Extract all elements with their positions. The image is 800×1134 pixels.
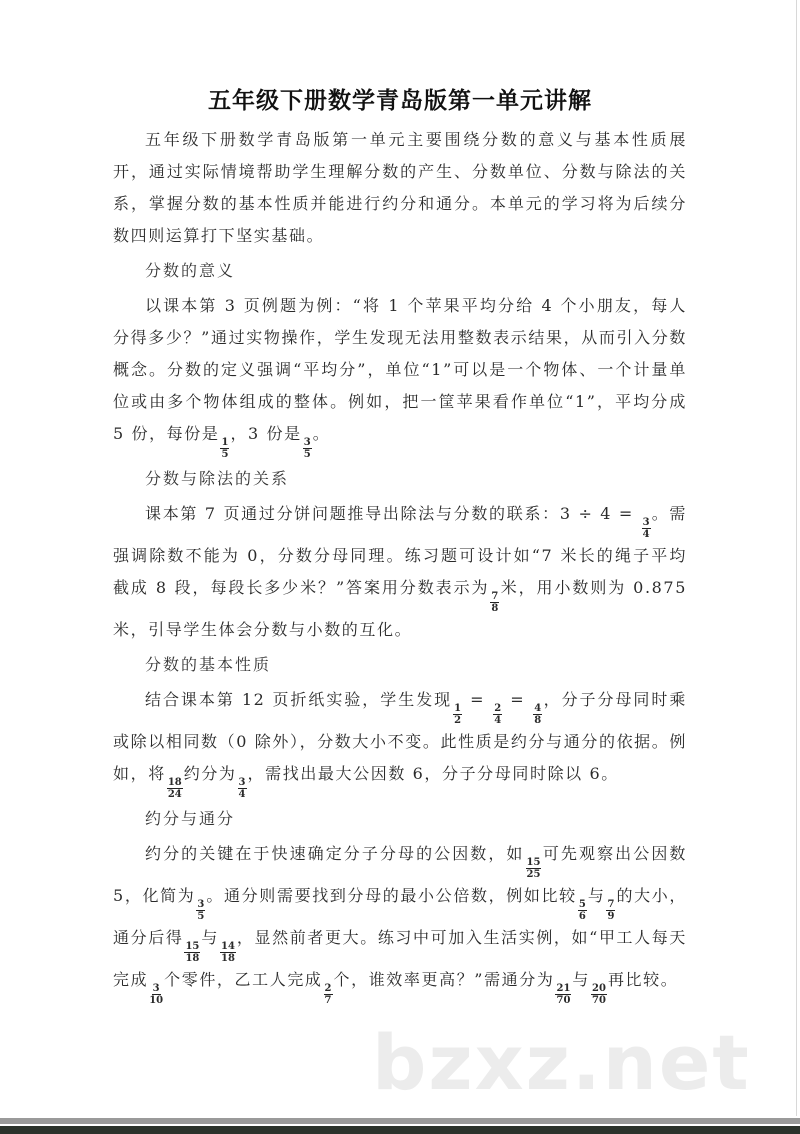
fraction-numerator: 3 [152, 983, 160, 994]
fraction-numerator: 3 [238, 777, 246, 788]
fraction-numerator: 18 [167, 777, 182, 788]
fraction-denominator: 10 [149, 995, 164, 1006]
text-run: 与 [572, 970, 591, 989]
viewer-bottom-bar [0, 1126, 800, 1134]
fraction-numerator: 5 [578, 899, 586, 910]
paragraph [113, 838, 687, 1006]
fraction-denominator: 2 [454, 715, 462, 726]
paragraph [113, 684, 687, 800]
fraction-numerator: 3 [303, 437, 311, 448]
fraction-numerator: 2 [494, 703, 502, 714]
text-run: 可先观察出公因数 5，化简为 [113, 844, 687, 905]
text-run: 约分为 [183, 764, 237, 783]
fraction [490, 591, 499, 614]
fraction [493, 703, 502, 726]
fraction-numerator: 7 [491, 591, 499, 602]
fraction-numerator: 3 [642, 517, 650, 528]
fraction-numerator: 4 [534, 703, 542, 714]
fraction [167, 777, 183, 800]
fraction [303, 437, 312, 460]
fraction [555, 983, 571, 1006]
fraction [591, 983, 607, 1006]
fraction-denominator: 4 [494, 715, 502, 726]
fraction-denominator: 18 [185, 953, 200, 964]
text-run: 分数的基本性质 [145, 655, 272, 674]
fraction-numerator: 1 [221, 437, 229, 448]
fraction [642, 517, 651, 540]
fraction [149, 983, 163, 1006]
fraction-denominator: 18 [221, 953, 235, 964]
text-run: 与 [201, 928, 219, 947]
text-run: 的大小，通分后得 [113, 886, 687, 947]
fraction-numerator: 2 [324, 983, 332, 994]
fraction-denominator: 8 [491, 603, 499, 614]
text-run: 以课本第 3 页例题为例：“将 1 个苹果平均分给 4 个小朋友，每人分得多少？”通过实物操作，学生发现无法用整数表示结果，从而引入分数概念。分数的定义强调“平均分”，单位“1”可以是一个物体、一个计量单位或由多个物体组成的整体。例如，把一筐苹果看作单位“1”，平均分成 5 份，每份是 [113, 296, 687, 443]
viewer-bottom-border [0, 1118, 800, 1124]
paragraph [113, 498, 687, 646]
fraction-numerator: 15 [526, 857, 541, 868]
text-run: 结合课本第 12 页折纸实验，学生发现 [145, 690, 453, 709]
fraction [606, 899, 615, 922]
text-run: 约分的关键在于快速确定分子分母的公因数，如 [145, 844, 525, 863]
text-run: 五年级下册数学青岛版第一单元主要围绕分数的意义与基本性质展开，通过实际情境帮助学生理解分数的产生、分数单位、分数与除法的关系，掌握分数的基本性质并能进行约分和通分。本单元的学习将为后续分数四则运算打下坚实基础。 [113, 130, 687, 245]
fraction-denominator: 6 [578, 911, 586, 922]
paragraph [113, 290, 687, 460]
fraction-numerator: 20 [592, 983, 606, 994]
text-run: 再比较。 [607, 970, 679, 989]
fraction-denominator: 4 [642, 529, 650, 540]
section-heading [113, 258, 687, 284]
text-run: ，分子分母同时乘或除以相同数（0 除外），分数大小不变。此性质是约分与通分的依据。例如，将 [113, 690, 687, 783]
fraction [526, 857, 542, 880]
fraction-denominator: 7 [324, 995, 332, 1006]
fraction [324, 983, 333, 1006]
text-run: 。需强调除数不能为 0，分数分母同理。练习题可设计如“7 米长的绳子平均截成 8 段，每段长多少米？”答案用分数表示为 [113, 504, 688, 597]
fraction-denominator: 9 [607, 911, 615, 922]
text-run: = [463, 690, 493, 709]
text-run: ，需找出最大公因数 6，分子分母同时除以 6。 [247, 764, 619, 783]
text-run: ，显然前者更大。练习中可加入生活实例，如“甲工人每天完成 [113, 928, 687, 989]
text-run: ，3 份是 [230, 424, 302, 443]
fraction [453, 703, 462, 726]
fraction-denominator: 5 [303, 449, 311, 460]
section-heading [113, 466, 687, 492]
fraction [533, 703, 542, 726]
fraction-denominator: 5 [221, 449, 229, 460]
fraction-numerator: 21 [556, 983, 571, 994]
text-run: 约分与通分 [145, 809, 236, 828]
text-run: 个，谁效率更高？”需通分为 [333, 970, 555, 989]
text-run: 分数与除法的关系 [145, 469, 290, 488]
fraction [578, 899, 587, 922]
fraction-denominator: 70 [592, 995, 606, 1006]
fraction-denominator: 5 [197, 911, 205, 922]
paragraph [113, 124, 687, 252]
text-run: 个零件，乙工人完成 [164, 970, 323, 989]
fraction-numerator: 15 [185, 941, 200, 952]
section-heading [113, 652, 687, 678]
fraction [196, 899, 205, 922]
fraction-numerator: 7 [607, 899, 615, 910]
text-run: 与 [587, 886, 606, 905]
fraction-denominator: 8 [534, 715, 542, 726]
text-run: = [503, 690, 533, 709]
text-run: 米，用小数则为 0.875 米，引导学生体会分数与小数的互化。 [113, 578, 687, 639]
text-run: 。 [312, 424, 331, 443]
document-body [113, 124, 687, 1012]
fraction-denominator: 4 [238, 789, 246, 800]
fraction [238, 777, 247, 800]
fraction-denominator: 70 [556, 995, 571, 1006]
fraction-numerator: 3 [197, 899, 205, 910]
document-title: 五年级下册数学青岛版第一单元讲解 [208, 87, 592, 114]
fraction [184, 941, 200, 964]
fraction-numerator: 1 [454, 703, 462, 714]
fraction [220, 941, 236, 964]
fraction-denominator: 24 [167, 789, 182, 800]
text-run: 课本第 7 页通过分饼问题推导出除法与分数的联系：3 ÷ 4 = [145, 504, 641, 523]
fraction-denominator: 25 [526, 869, 541, 880]
text-run: 分数的意义 [145, 261, 236, 280]
section-heading [113, 806, 687, 832]
fraction-numerator: 14 [221, 941, 235, 952]
watermark-logo: bzxz.net [372, 1018, 751, 1107]
fraction [220, 437, 229, 460]
text-run: 。通分则需要找到分母的最小公倍数，例如比较 [206, 886, 577, 905]
